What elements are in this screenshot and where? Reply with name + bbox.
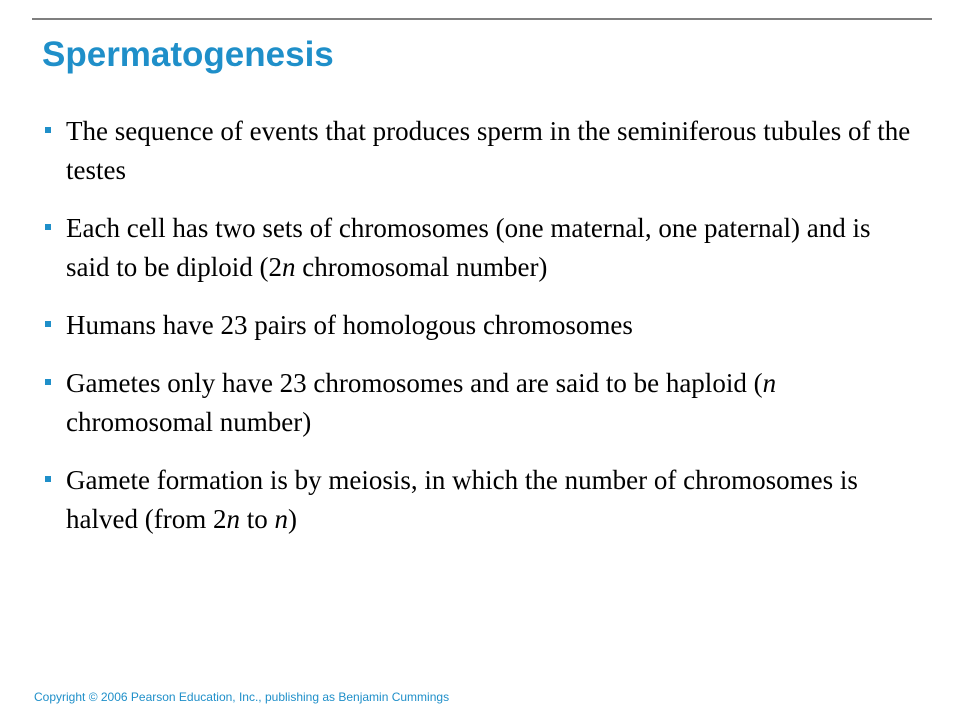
- bullet-item: [40, 461, 920, 539]
- top-rule: [32, 18, 932, 20]
- bullet-list: [40, 112, 920, 558]
- slide-title: Spermatogenesis: [42, 35, 334, 74]
- square-bullet-icon: [45, 379, 51, 385]
- bullet-text: Gamete formation is by meiosis, in which the number of chromosomes is halved (from 2n to n): [66, 465, 858, 534]
- bullet-item: [40, 209, 920, 287]
- bullet-item: [40, 306, 920, 345]
- bullet-text: The sequence of events that produces sperm in the seminiferous tubules of the testes: [66, 116, 911, 185]
- copyright-notice: Copyright © 2006 Pearson Education, Inc., publishing as Benjamin Cummings: [34, 690, 450, 704]
- bullet-item: [40, 364, 920, 442]
- square-bullet-icon: [45, 127, 51, 133]
- bullet-text: Gametes only have 23 chromosomes and are said to be haploid (n chromosomal number): [66, 368, 777, 437]
- square-bullet-icon: [45, 224, 51, 230]
- square-bullet-icon: [45, 321, 51, 327]
- square-bullet-icon: [45, 476, 51, 482]
- bullet-item: [40, 112, 920, 190]
- bullet-text: Humans have 23 pairs of homologous chromosomes: [66, 310, 633, 340]
- bullet-text: Each cell has two sets of chromosomes (one maternal, one paternal) and is said to be diploid (2n chromosomal number): [66, 213, 871, 282]
